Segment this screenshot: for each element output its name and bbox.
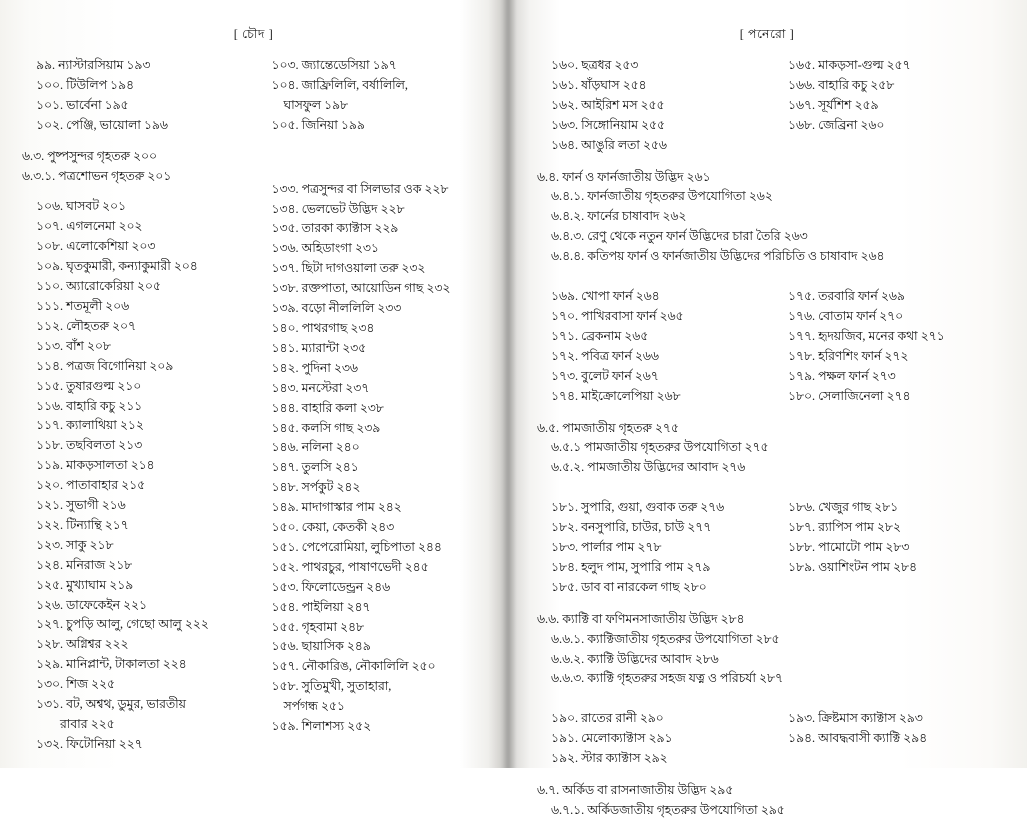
toc-left-col1-entry: ১০৭. এগলনেমা ২০২ — [36, 219, 143, 234]
right-group2-column-2 — [774, 287, 1011, 406]
toc-left-col2-entry: ১৪০. পাথরগাছ ২৩৪ — [271, 320, 375, 335]
toc-right-heading2-entry: ৬.৫. পামজাতীয় গৃহতরু ২৭৫ — [537, 420, 679, 435]
toc-left-col1-entry: ১০০. টিউলিপ ১৯৪ — [36, 77, 134, 92]
toc-left-col1-entry: ১১০. অ্যারোকেরিয়া ২০৫ — [36, 279, 161, 294]
toc-right-heading2-entry: ৬.৫.১ পামজাতীয় গৃহতরুর উপযোগিতা ২৭৫ — [551, 440, 769, 455]
toc-left-col2-entry: ১৩৮. রক্তপাতা, আয়োডিন গাছ ২৩২ — [271, 281, 451, 296]
toc-left-col2-entry: ১৪৪. বাহারি কলা ২৩৮ — [271, 400, 384, 415]
toc-right-g4c1-entry: ১৯০. রাতের রানী ২৯০ — [551, 711, 664, 726]
right-page — [507, 0, 1027, 817]
toc-right-g3c2-entry: ১৮৯. ওয়াশিংটন পাম ২৮৪ — [788, 559, 917, 574]
toc-left-col1-entry: ১১৫. তুষারগুল্ম ২১০ — [36, 378, 142, 393]
toc-left-col1-entry: ১২৭. চুপড়ি আলু, গেছো আলু ২২২ — [36, 617, 209, 632]
right-group-4 — [507, 699, 1027, 769]
toc-right-g2c2-entry: ১৭৫. তরবারি ফার্ন ২৬৯ — [788, 289, 905, 304]
toc-left-col2-entry: ১৪৭. তুলসি ২৪১ — [271, 460, 359, 475]
right-group3-column-1 — [537, 498, 774, 598]
toc-left-col2-entry: ১৪৬. নলিনা ২৪০ — [271, 440, 360, 455]
toc-right-g3c2-entry: ১৮৮. পামোটো পাম ২৮৩ — [788, 540, 910, 555]
toc-right-g3c1-entry: ১৮২. বনসুপারি, চাউর, চাউ ২৭৭ — [551, 520, 712, 535]
toc-right-heading2-entry: ৬.৫.২. পামজাতীয় উদ্ভিদের আবাদ ২৭৬ — [551, 460, 746, 475]
toc-left-col2-entry: ১৫০. কেয়া, কেতকী ২৪৩ — [271, 520, 395, 535]
toc-left-col1-entry: ৬.৩.১. পত্রশোভন গৃহতরু ২০১ — [22, 168, 172, 183]
toc-left-col1-entry: ১২৪. মনিরাজ ২১৮ — [36, 557, 133, 572]
toc-left-col2-entry: ১৪৮. সর্পকুট ২৪২ — [271, 480, 361, 495]
toc-right-g1c1-entry: ১৬২. আইরিশ মস ২৫৫ — [551, 97, 665, 112]
toc-right-g1c2-entry: ১৬৬. বাহারি কচু ২৫৮ — [788, 77, 895, 92]
right-page-folio: [ পনেরো ] — [739, 27, 795, 41]
toc-right-g2c1-entry: ১৬৯. খোপা ফার্ন ২৬৪ — [551, 289, 660, 304]
toc-left-col1-entry: ১০৯. ঘৃতকুমারী, কন্যাকুমারী ২০৪ — [36, 259, 198, 274]
toc-left-col2-spacer — [258, 158, 494, 169]
toc-left-col2-entry: ১৫৭. নৌকারিঙ, নৌকালিলি ২৫০ — [271, 659, 436, 674]
toc-right-g2c2-entry: ১৮০. সেলাজিনেলা ২৭৪ — [788, 388, 911, 403]
toc-left-col2-entry: ১৩৬. অহিডাংগা ২৩১ — [271, 241, 379, 256]
toc-left-col2-entry: ঘাসফুল ১৯৮ — [283, 97, 348, 112]
toc-right-g2c1-entry: ১৭৪. মাইক্রোলেপিয়া ২৬৮ — [551, 388, 681, 403]
toc-right-g1c1-entry: ১৬৩. সিঙ্গোনিয়াম ২৫৫ — [551, 117, 665, 132]
right-group-1 — [507, 46, 1027, 156]
toc-left-col1-entry: ১২২. টিন্যান্থি ২১৭ — [36, 517, 129, 532]
toc-left-col2-entry: ১৩৪. ভেলভেট উদ্ভিদ ২২৮ — [271, 201, 405, 216]
toc-left-col1-entry: ১১৯. মাকড়সালতা ২১৪ — [36, 458, 155, 473]
toc-right-g2c1-entry: ১৭১. ব্রেকনাম ২৬৫ — [551, 328, 649, 343]
toc-left-col1-spacer — [22, 136, 258, 147]
toc-left-col1-entry: ১১৩. বাঁশ ২০৮ — [36, 338, 111, 353]
toc-right-g1c2-entry: ১৬৮. জেব্রিনা ২৬০ — [788, 117, 885, 132]
toc-left-col2-entry: ১৩৫. তারকা ক্যাক্টাস ২২৯ — [271, 221, 399, 236]
toc-left-col2-spacer — [258, 136, 494, 147]
right-group-2 — [507, 277, 1027, 406]
toc-right-heading1-entry: ৬.৪.৩. রেণু থেকে নতুন ফার্ন উদ্ভিদের চারা তৈরি ২৬৩ — [551, 229, 808, 244]
toc-right-g2c2-entry: ১৭৭. হৃদয়জিব, মনের কথা ২৭১ — [788, 328, 945, 343]
toc-right-heading3-entry: ৬.৬. ক্যাক্টি বা ফণিমনসাজাতীয় উদ্ভিদ ২৮৪ — [537, 611, 745, 626]
toc-right-g1c1-entry: ১৬৪. আঙুরি লতা ২৫৬ — [551, 137, 667, 152]
right-group2-column-1 — [537, 287, 774, 406]
toc-left-col1-entry: ৬.৩. পুষ্পসুন্দর গৃহতরু ২০০ — [22, 148, 158, 163]
toc-left-col2-entry: ১৫২. পাথরচুর, পাষাণভেদী ২৪৫ — [271, 559, 429, 574]
toc-right-g2c1-entry: ১৭২. পবিত্র ফার্ন ২৬৬ — [551, 348, 659, 363]
right-headings-4 — [507, 781, 1027, 821]
toc-right-g2c1-entry: ১৭০. পাখিরবাসা ফার্ন ২৬৫ — [551, 308, 684, 323]
toc-right-g3c1-entry: ১৮৪. হলুদ পাম, সুপারি পাম ২৭৯ — [551, 559, 711, 574]
right-group-3 — [507, 488, 1027, 598]
toc-left-col2-entry: ১৫৩. ফিলোডেন্ড্রন ২৪৬ — [271, 579, 391, 594]
toc-right-g3c1-entry: ১৮৫. ডাব বা নারকেল গাছ ২৮০ — [551, 579, 707, 594]
toc-right-heading3-entry: ৬.৬.২. ক্যাক্টি উদ্ভিদের আবাদ ২৮৬ — [551, 651, 719, 666]
toc-right-heading1-entry: ৬.৪.৪. কতিপয় ফার্ন ও ফার্নজাতীয় উদ্ভিদের পরিচিতি ও চাষাবাদ ২৬৪ — [551, 249, 885, 264]
right-group4-column-1 — [537, 709, 774, 769]
toc-right-g4c2-entry: ১৯৩. ক্রিষ্টমাস ক্যাক্টাস ২৯৩ — [788, 711, 923, 726]
toc-right-g3c2-entry: ১৮৬. খেজুর গাছ ২৮১ — [788, 500, 899, 515]
toc-right-g3c1-entry: ১৮৩. পার্লার পাম ২৭৮ — [551, 540, 662, 555]
toc-left-col1-entry: ১০৬. ঘাসবট ২০১ — [36, 199, 126, 214]
toc-left-col1-entry: ১১৭. ক্যালাথিয়া ২১২ — [36, 418, 144, 433]
toc-left-col2-spacer — [258, 147, 494, 158]
toc-right-g4c1-entry: ১৯১. মেলোক্যাক্টাস ২৯১ — [551, 731, 673, 746]
toc-left-col1-entry: ১১৮. তছবিলতা ২১৩ — [36, 438, 143, 453]
toc-left-col1-entry: রাবার ২২৫ — [60, 717, 115, 731]
toc-left-col2-entry: ১৪৫. কলসি গাছ ২৩৯ — [271, 420, 381, 435]
right-group4-column-2 — [774, 709, 1011, 769]
right-group1-column-2 — [774, 56, 1011, 156]
toc-right-heading1-entry: ৬.৪. ফার্ন ও ফার্নজাতীয় উদ্ভিদ ২৬১ — [537, 169, 711, 184]
toc-left-col2-entry: ১৫৬. ছায়াসিক ২৪৯ — [271, 639, 371, 654]
toc-left-col2-entry: ১০৩. জ্যান্তেডেসিয়া ১৯৭ — [271, 58, 397, 72]
toc-left-col2-entry: ১৪১. ম্যারান্টা ২৩৫ — [271, 340, 367, 355]
toc-right-g1c2-entry: ১৬৭. সূর্যশিশ ২৫৯ — [788, 97, 879, 112]
toc-left-col1-entry: ১০৮. এলোকেশিয়া ২০৩ — [36, 239, 156, 254]
toc-right-g2c2-entry: ১৭৮. হরিণশিং ফার্ন ২৭২ — [788, 348, 909, 363]
toc-left-col1-entry: ১৩২. ফিটোনিয়া ২২৭ — [36, 736, 143, 751]
toc-right-g2c2-entry: ১৭৯. পক্ষল ফার্ন ২৭৩ — [788, 368, 896, 383]
toc-left-col1-entry: ১০২. পেঞ্জি, ভায়োলা ১৯৬ — [36, 117, 168, 132]
left-page-columns — [0, 46, 507, 755]
toc-left-col2-entry: ১৫৯. শিলাশস্য ২৫২ — [271, 719, 372, 734]
toc-left-col2-entry: ১৩৭. ছিটা দাগওয়ালা তরু ২৩২ — [271, 261, 426, 276]
toc-left-col1-spacer — [22, 186, 258, 197]
toc-left-col1-entry: ১২৯. মানিপ্লান্ট, টাকালতা ২২৪ — [36, 657, 187, 672]
right-group3-column-2 — [774, 498, 1011, 598]
toc-left-col2-entry: ১৫৪. পাইলিয়া ২৪৭ — [271, 599, 371, 614]
toc-right-g1c1-entry: ১৬০. ছত্রধর ২৫৩ — [551, 58, 639, 72]
toc-right-g2c1-entry: ১৭৩. বুলেট ফার্ন ২৬৭ — [551, 368, 659, 383]
toc-left-col2-entry: সর্পগন্ধ ২৫১ — [283, 699, 345, 714]
toc-right-g1c1-entry: ১৬১. ষাঁড়ঘাস ২৫৪ — [551, 77, 647, 92]
toc-left-col1-entry: ১৩১. বট, অশ্বথ, ডুমুর, ভারতীয় — [36, 697, 186, 712]
toc-left-col2-entry: ১০৪. জাফ্রিলিলি, বর্ষালিলি, — [271, 77, 408, 92]
right-headings-3 — [507, 610, 1027, 690]
toc-left-col2-entry: ১৪৩. মনস্টেরা ২৩৭ — [271, 380, 370, 395]
toc-left-col1-entry: ১১৪. পত্রজ বিগোনিয়া ২০৯ — [36, 358, 174, 373]
left-page — [0, 0, 507, 768]
toc-left-col2-spacer — [258, 169, 494, 180]
toc-left-col1-entry: ১২৩. সাকু ২১৮ — [36, 537, 114, 552]
toc-left-col2-entry: ১৩৩. পত্রসুন্দর বা সিলভার ওক ২২৮ — [271, 181, 449, 196]
toc-left-col1-entry: ১২৬. ডাফেকেইন ২২১ — [36, 597, 147, 612]
toc-right-g4c2-entry: ১৯৪. আবদ্ধবাসী ক্যাক্টি ২৯৪ — [788, 731, 928, 746]
toc-left-col2-entry: ১৫১. পেপেরোমিয়া, লুচিপাতা ২৪৪ — [271, 539, 442, 554]
toc-left-col1-entry: ১২৮. অগ্নিশ্বর ২২২ — [36, 637, 129, 652]
toc-right-heading3-entry: ৬.৬.১. ক্যাক্টিজাতীয় গৃহতরুর উপযোগিতা ২৮৫ — [551, 631, 780, 646]
toc-left-col1-entry: ১২০. পাতাবাহার ২১৫ — [36, 478, 146, 493]
toc-left-col1-entry: ১২১. সুভাগী ২১৬ — [36, 498, 126, 513]
toc-left-col2-entry: ১৫৮. সুতিমুখী, সুতাহারা, — [271, 679, 392, 694]
toc-left-col1-entry: ১৩০. শিজ ২২৫ — [36, 677, 115, 692]
toc-right-g3c2-entry: ১৮৭. র‍্যাপিস পাম ২৮২ — [788, 520, 901, 535]
toc-right-heading4-entry: ৬.৭. অর্কিড বা রাসনাজাতীয় উদ্ভিদ ২৯৫ — [537, 783, 734, 798]
toc-left-col2-entry: ১৪৯. মাদাগাস্কার পাম ২৪২ — [271, 500, 402, 515]
toc-left-col1-entry: ১১১. শতমূলী ২০৬ — [36, 298, 130, 313]
right-headings-2 — [507, 419, 1027, 479]
toc-right-heading1-entry: ৬.৪.১. ফার্নজাতীয় গৃহতরুর উপযোগিতা ২৬২ — [551, 189, 773, 204]
toc-left-col2-entry: ১৩৯. বড়ো নীললিলি ২৩৩ — [271, 301, 402, 316]
right-headings-1 — [507, 168, 1027, 268]
left-column-1 — [22, 56, 258, 755]
toc-left-col1-entry: ৯৯. ন্যাস্টারসিয়াম ১৯৩ — [36, 58, 151, 72]
toc-left-col1-entry: ১০১. ভার্বেনা ১৯৫ — [36, 97, 129, 112]
toc-right-g4c1-entry: ১৯২. স্টার ক্যাক্টাস ২৯২ — [551, 751, 668, 766]
toc-left-col1-entry: ১১২. লৌহতরু ২০৭ — [36, 318, 136, 333]
left-page-folio: [ চৌদ ] — [233, 27, 274, 41]
toc-right-g3c1-entry: ১৮১. সুপারি, গুয়া, গুবাক তরু ২৭৬ — [551, 500, 725, 515]
toc-right-g1c2-entry: ১৬৫. মাকড়সা-গুল্ম ২৫৭ — [788, 58, 911, 72]
toc-right-heading1-entry: ৬.৪.২. ফার্নের চাষাবাদ ২৬২ — [551, 209, 687, 224]
toc-right-g2c2-entry: ১৭৬. বোতাম ফার্ন ২৭০ — [788, 308, 904, 323]
toc-left-col1-entry: ১১৬. বাহারি কচু ২১১ — [36, 398, 143, 413]
toc-left-col2-entry: ১০৫. জিনিয়া ১৯৯ — [271, 117, 365, 132]
left-column-2 — [258, 56, 494, 755]
toc-left-col1-entry: ১২৫. মুখ্যাঘাম ২১৯ — [36, 577, 134, 592]
toc-right-heading4-entry: ৬.৭.১. অর্কিডজাতীয় গৃহতরুর উপযোগিতা ২৯৫ — [551, 803, 785, 817]
toc-right-heading3-entry: ৬.৬.৩. ক্যাক্টি গৃহতরুর সহজ যত্ন ও পরিচর্যা ২৮৭ — [551, 671, 783, 686]
toc-left-col2-entry: ১৪২. পুদিনা ২৩৬ — [271, 360, 358, 375]
toc-left-col2-entry: ১৫৫. গৃহবামা ২৪৮ — [271, 619, 364, 634]
right-group1-column-1 — [537, 56, 774, 156]
